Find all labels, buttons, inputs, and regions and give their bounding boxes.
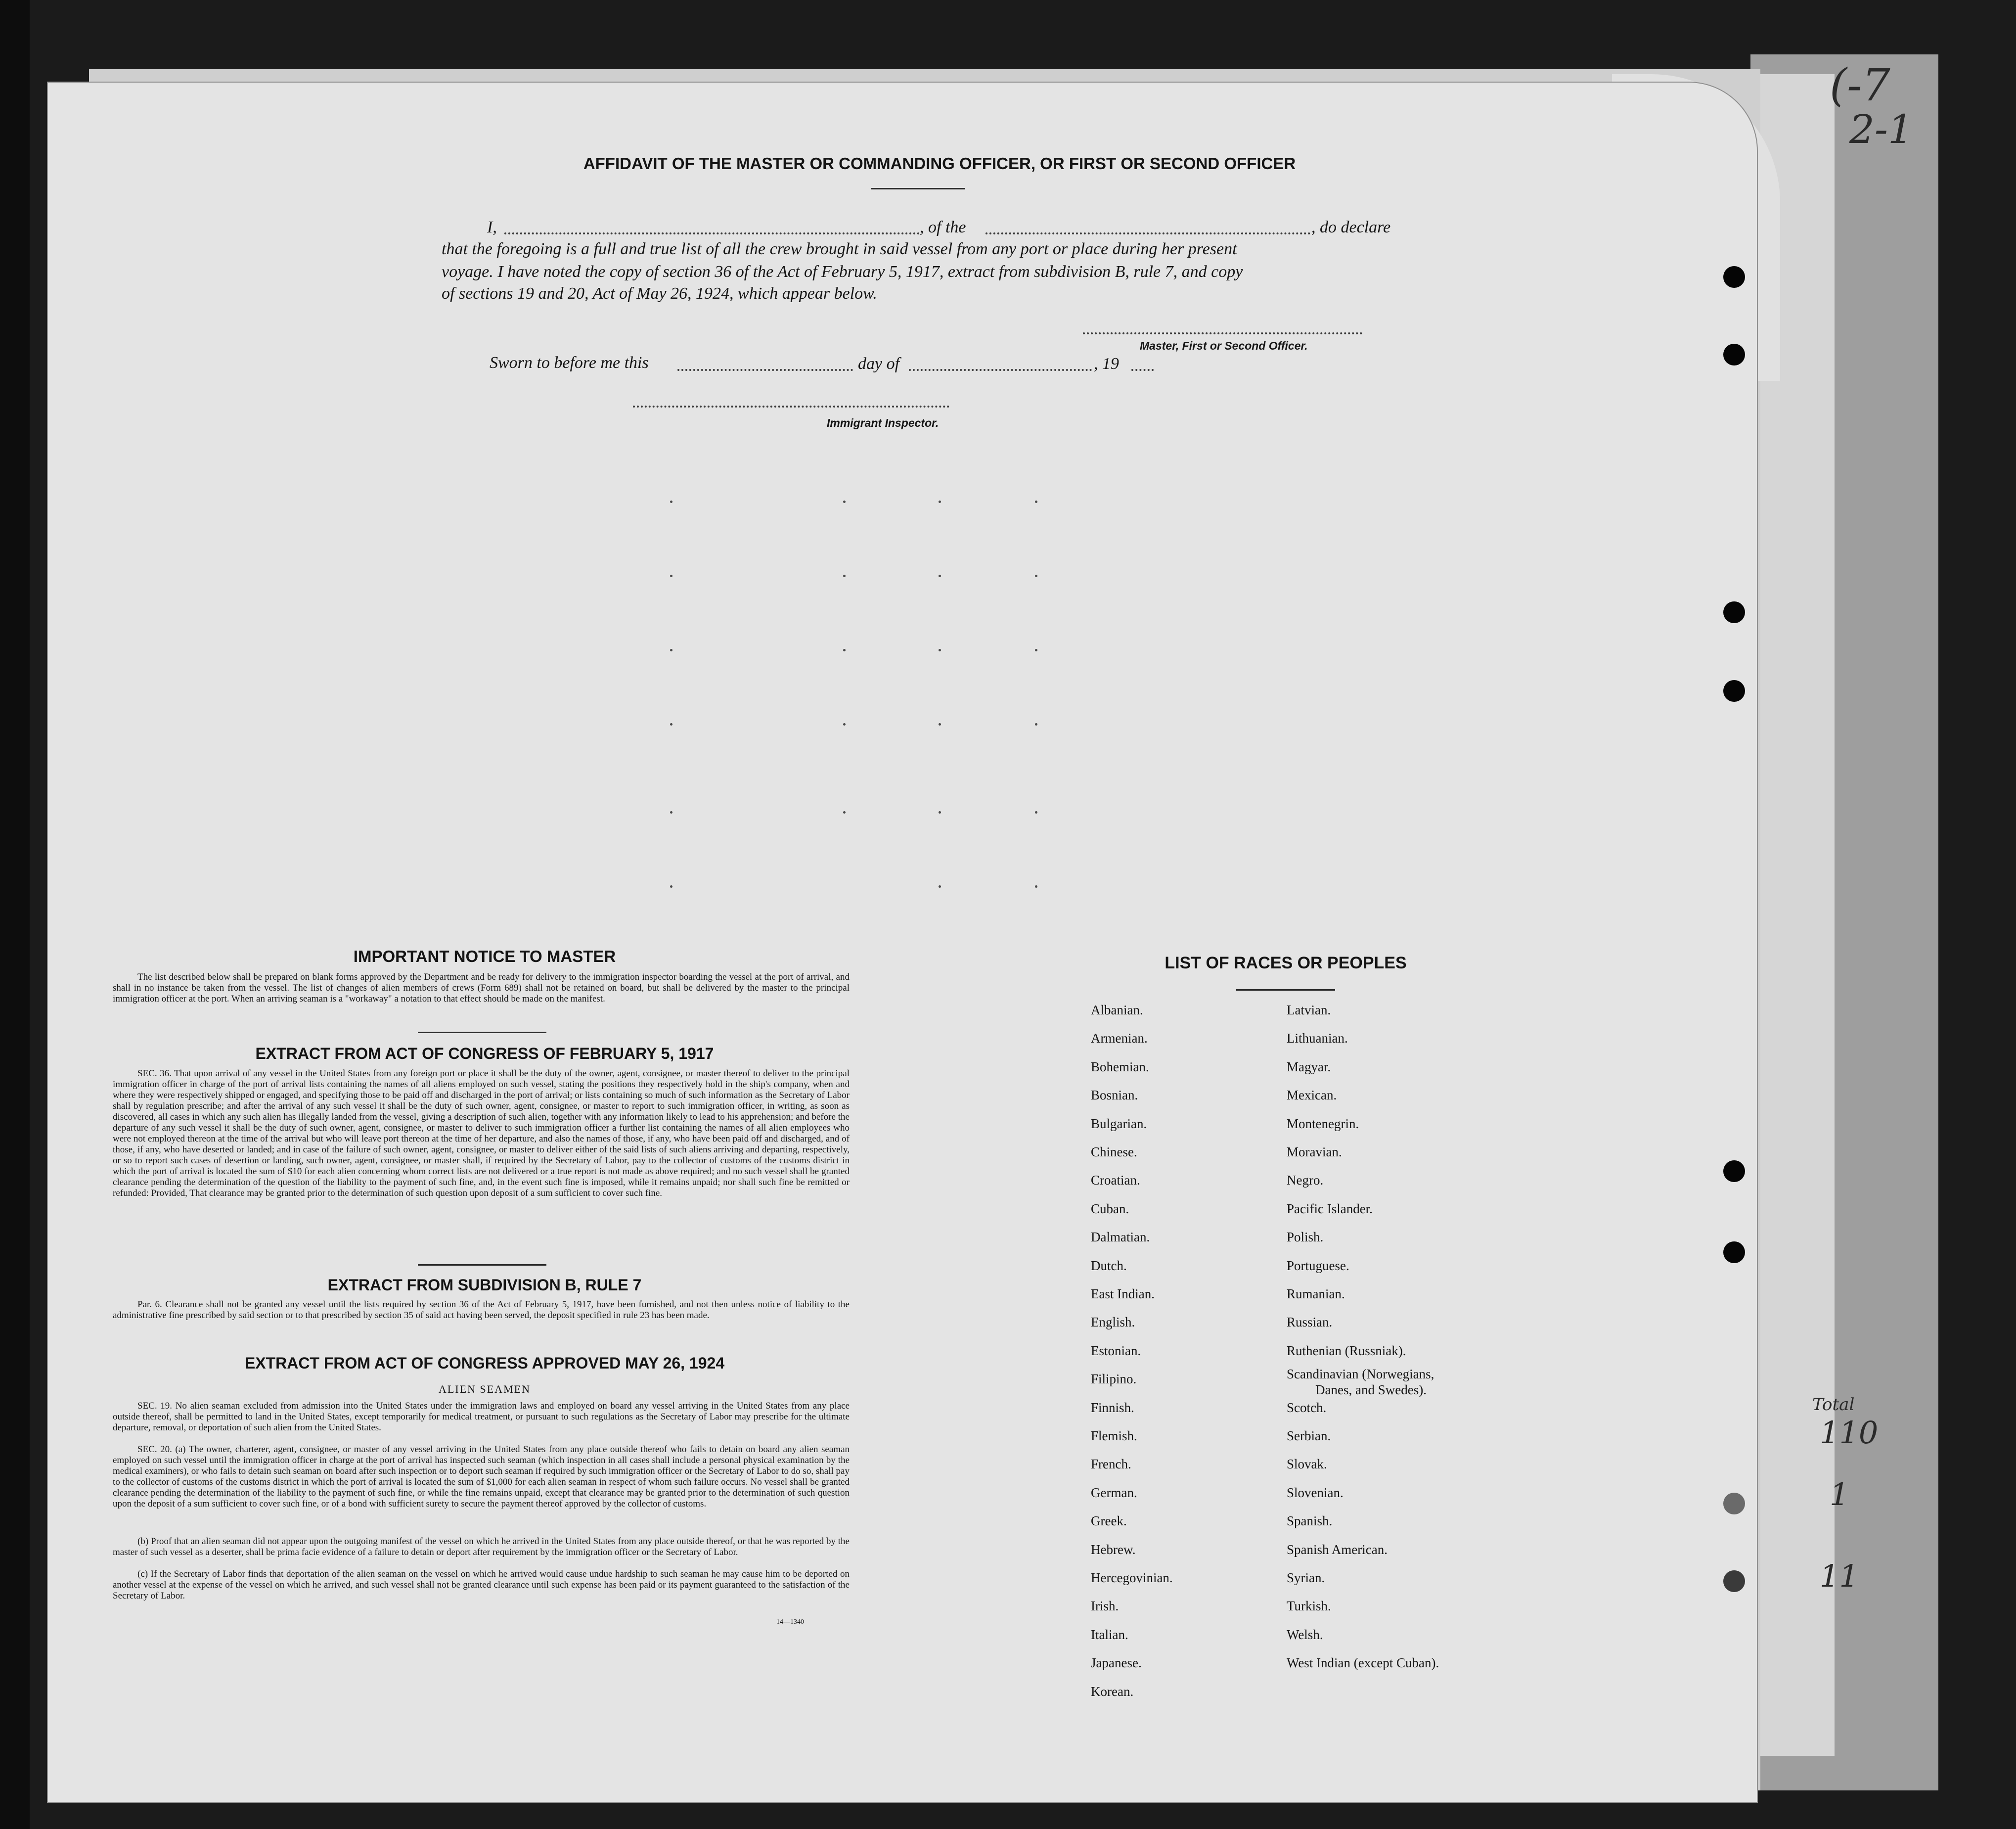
race-item: Serbian. (1287, 1428, 1331, 1443)
name-blank[interactable] (504, 232, 920, 234)
race-item: Cuban. (1091, 1201, 1129, 1216)
race-item: Dalmatian. (1091, 1230, 1150, 1245)
race-item: Mexican. (1287, 1088, 1337, 1103)
affidavit-of-the: , of the (920, 218, 966, 236)
corner-handwriting-2: 2-1 (1849, 106, 1913, 152)
punch-hole (1723, 680, 1745, 702)
race-item: Bulgarian. (1091, 1116, 1147, 1131)
show-through-dot (843, 723, 846, 726)
show-through-dot (670, 649, 672, 651)
race-item: Chinese. (1091, 1144, 1137, 1159)
show-through-dot (1035, 885, 1037, 888)
scan-edge (0, 0, 30, 1829)
show-through-dot (1035, 501, 1037, 503)
extract-rule7-body: Par. 6. Clearance shall not be granted any vessel until the lists required by section 36 of the Act of February 5, 1917, have been furnished, and not then unless notice of liability to the administrative fine prescribed by said section or to that prescribed by section 35 of said act having been served, the deposit specified in rule 23 has been made. (113, 1299, 850, 1321)
race-item: Spanish American. (1287, 1542, 1388, 1557)
year-label: , 19 (1094, 355, 1119, 373)
race-item: Bosnian. (1091, 1088, 1138, 1103)
vessel-blank[interactable] (986, 232, 1310, 234)
race-item: German. (1091, 1485, 1137, 1500)
race-item: Turkish. (1287, 1599, 1331, 1614)
section-rule (418, 1032, 546, 1033)
inspector-signature-label: Immigrant Inspector. (827, 416, 939, 429)
show-through-dot (843, 575, 846, 577)
affidavit-line-3: voyage. I have noted the copy of section 36 of the Act of February 5, 1917, extract from subdivision B, rule 7, and copy (442, 263, 1243, 281)
races-rule (1236, 989, 1335, 991)
punch-hole (1723, 1160, 1745, 1182)
punch-hole (1723, 1493, 1745, 1514)
sworn-year-blank[interactable] (1131, 369, 1154, 371)
race-item: Syrian. (1287, 1570, 1325, 1585)
race-item: Portuguese. (1287, 1258, 1349, 1273)
punch-hole (1723, 1241, 1745, 1263)
sworn-month-blank[interactable] (909, 369, 1092, 371)
extract-1917-title: EXTRACT FROM ACT OF CONGRESS OF FEBRUARY 5, 1917 (255, 1045, 714, 1062)
show-through-dot (939, 723, 941, 726)
show-through-dot (939, 575, 941, 577)
show-through-dot (670, 501, 672, 503)
race-item: Russian. (1287, 1315, 1333, 1330)
notice-title: IMPORTANT NOTICE TO MASTER (353, 947, 616, 965)
race-item: Spanish. (1287, 1513, 1333, 1529)
race-item: Magyar. (1287, 1059, 1331, 1074)
race-item: Welsh. (1287, 1627, 1323, 1642)
show-through-dot (843, 811, 846, 814)
race-item: Irish. (1091, 1599, 1119, 1614)
show-through-dot (939, 885, 941, 888)
show-through-dot (670, 723, 672, 726)
race-item: Dutch. (1091, 1258, 1127, 1273)
race-item: Armenian. (1091, 1031, 1148, 1046)
show-through-dot (843, 649, 846, 651)
punch-hole (1723, 344, 1745, 366)
sworn-day-blank[interactable] (677, 369, 853, 371)
race-item: Polish. (1287, 1230, 1324, 1245)
section-19: SEC. 19. No alien seaman excluded from admission into the United States under the immigration laws and employed on board any vessel arriving in the United States from any place outside thereof, shall be permitted to land in the United States, except temporarily for medical treatment, or pursuant to such regulations as the Secretary of Labor may prescribe for the ultimate departure, removal, or deportation of such alien from the United States. (113, 1401, 850, 1433)
race-item: Filipino. (1091, 1372, 1137, 1387)
race-item: Montenegrin. (1287, 1116, 1359, 1131)
section-20a: SEC. 20. (a) The owner, charterer, agent, consignee, or master of any vessel arriving in the United States from any place outside thereof who fails to detain on board any alien seaman employed on such vessel until the immigration officer in charge at the port of arrival has inspected such seaman (which inspection in all cases shall include a personal physical examination by the medical examiners), or who fails to detain such seaman on board after such inspection or to deport such seaman if required by such immigration officer or the Secretary of Labor to do so, shall pay to the collector of customs of the customs district in which the port of arrival is located the sum of $1,000 for each alien seaman in respect of whom such failure occurs. No vessel shall be granted clearance pending the determination of the liability to the payment of such fine, or while the fine remains unpaid, except that clearance may be granted prior to the determination of such question upon the deposit of a sum sufficient to cover such fine, or of a bond with sufficient surety to secure the payment thereof approved by the collector of customs. (113, 1444, 850, 1509)
race-item: English. (1091, 1315, 1135, 1330)
notice-body: The list described below shall be prepared on blank forms approved by the Department and be ready for delivery to the immigration inspector boarding the vessel at the port of arrival, and shall in no instance be taken from the vessel. The list of changes of alien members of crews (Form 689) shall not be retained on board, but shall be delivered by the master to the principal immigration officer at the port. When an arriving seaman is a "workaway" a notation to that effect should be made on the manifest. (113, 972, 850, 1004)
race-item: Latvian. (1287, 1003, 1331, 1017)
show-through-dot (843, 501, 846, 503)
race-item: Hercegovinian. (1091, 1570, 1173, 1585)
race-item: Slovak. (1287, 1457, 1327, 1472)
race-item: Lithuanian. (1287, 1031, 1348, 1046)
section-20b: (b) Proof that an alien seaman did not appear upon the outgoing manifest of the vessel on which he arrived in the United States from any place outside thereof, or that he was reported by the master of such vessel as a deserter, shall be prima facie evidence of a failure to detain or deport after requirement by the immigration officer or the Secretary of Labor. (113, 1536, 850, 1557)
race-item: Scandinavian (Norwegians, (1287, 1367, 1434, 1382)
show-through-dot (1035, 811, 1037, 814)
punch-hole (1723, 1570, 1745, 1592)
race-item: Japanese. (1091, 1655, 1142, 1671)
tally-mark-2: 11 (1820, 1558, 1859, 1594)
race-item: Bohemian. (1091, 1059, 1149, 1074)
day-of-label: day of (858, 355, 900, 373)
race-item: Finnish. (1091, 1400, 1134, 1415)
show-through-dot (1035, 723, 1037, 726)
title-rule (871, 188, 965, 189)
race-item: Flemish. (1091, 1428, 1137, 1443)
affidavit-line-2: that the foregoing is a full and true list of all the crew brought in said vessel from any port or place during her present (442, 240, 1237, 258)
total-label: Total (1812, 1395, 1855, 1415)
race-item: East Indian. (1091, 1286, 1155, 1301)
race-item: Danes, and Swedes). (1315, 1382, 1427, 1398)
extract-1924-subtitle: ALIEN SEAMEN (439, 1383, 531, 1395)
inspector-signature-line[interactable] (633, 406, 949, 408)
race-item: Croatian. (1091, 1173, 1140, 1188)
sworn-label: Sworn to before me this (490, 354, 649, 372)
race-item: Scotch. (1287, 1400, 1327, 1415)
extract-1917-body: SEC. 36. That upon arrival of any vessel in the United States from any foreign port or place it shall be the duty of the owner, agent, consignee, or master thereof to deliver to the principal immigration officer in charge of the port of arrival lists containing the names of all aliens employed on such vessel, stating the positions they respectively hold in the ship's company, when and where they were respectively shipped or engaged, and specifying those to be paid off and discharged in the port of arrival; or lists containing so much of such information as the Secretary of Labor shall by regulation prescribe; and after the arrival of any such vessel it shall be the duty of such owner, agent, consignee, or master to report to such immigration officer, in writing, as soon as discovered, all cases in which any such alien has illegally landed from the vessel, giving a description of such alien, together with any information likely to lead to his apprehension; and before the departure of any such vessel it shall be the duty of such owner, agent, consignee, or master to deliver to such immigration officer a further list containing the names of all alien employees who were not employed thereon at the time of the arrival but who will leave port thereon at the time of her departure, and also the names of those, if any, who have been paid off and discharged, and of those, if any, who have deserted or landed; and in case of the failure of such owner, agent, consignee, or master to deliver either of the said lists of such aliens arriving and departing, respectively, or so to report such cases of desertion or landing, such owner, agent, consignee, or master shall, if required by the Secretary of Labor, pay to the collector of customs of the customs district in which the port of arrival is located the sum of $10 for each alien concerning whom correct lists are not delivered or a true report is not made as above required; and no such vessel shall be granted clearance pending the determination of the question of the liability to the payment of such fine, and, in the event such fine is imposed, while it remains unpaid; nor shall such fine be remitted or refunded: Provided, That clearance may be granted prior to the determination of such question upon deposit of a sum sufficient to cover such fine. (113, 1068, 850, 1198)
punch-hole (1723, 601, 1745, 623)
races-title: LIST OF RACES OR PEOPLES (1165, 954, 1407, 972)
show-through-dot (670, 811, 672, 814)
extract-1924-title: EXTRACT FROM ACT OF CONGRESS APPROVED MAY 26, 1924 (244, 1354, 725, 1372)
show-through-dot (670, 575, 672, 577)
show-through-dot (939, 811, 941, 814)
affidavit-title: AFFIDAVIT OF THE MASTER OR COMMANDING OFFICER, OR FIRST OR SECOND OFFICER (583, 154, 1296, 173)
race-item: Italian. (1091, 1627, 1128, 1642)
affidavit-line-4: of sections 19 and 20, Act of May 26, 1924, which appear below. (442, 284, 877, 303)
race-item: Rumanian. (1287, 1286, 1345, 1301)
race-item: West Indian (except Cuban). (1287, 1655, 1439, 1671)
section-rule (418, 1264, 546, 1266)
race-item: French. (1091, 1457, 1131, 1472)
race-item: Hebrew. (1091, 1542, 1136, 1557)
affidavit-i: I, (487, 218, 497, 236)
race-item: Ruthenian (Russniak). (1287, 1343, 1406, 1358)
master-signature-label: Master, First or Second Officer. (1140, 339, 1308, 352)
race-item: Negro. (1287, 1173, 1324, 1188)
race-item: Pacific Islander. (1287, 1201, 1373, 1216)
race-item: Albanian. (1091, 1003, 1143, 1017)
section-20c: (c) If the Secretary of Labor finds that deportation of the alien seaman on the vessel on which he arrived would cause undue hardship to such seaman he may cause him to be deported on another vessel at the expense of the vessel on which he arrived, and such vessel shall not be granted clearance until such expense has been paid or its payment guaranteed to the satisfaction of the Secretary of Labor. (113, 1569, 850, 1601)
form-code: 14—1340 (776, 1618, 804, 1626)
show-through-dot (1035, 649, 1037, 651)
affidavit-declare: , do declare (1311, 218, 1391, 236)
race-item: Slovenian. (1287, 1485, 1344, 1500)
show-through-dot (939, 501, 941, 503)
extract-rule7-title: EXTRACT FROM SUBDIVISION B, RULE 7 (327, 1276, 642, 1294)
show-through-dot (670, 885, 672, 888)
show-through-dot (1035, 575, 1037, 577)
master-signature-line[interactable] (1083, 332, 1362, 334)
tally-mark: 1 (1830, 1476, 1849, 1512)
corner-handwriting: (-7 (1830, 59, 1890, 111)
race-item: Greek. (1091, 1513, 1127, 1529)
show-through-dot (939, 649, 941, 651)
race-item: Korean. (1091, 1684, 1134, 1699)
race-item: Moravian. (1287, 1144, 1342, 1159)
total-value: 110 (1820, 1415, 1879, 1451)
race-item: Estonian. (1091, 1343, 1141, 1358)
punch-hole (1723, 266, 1745, 288)
